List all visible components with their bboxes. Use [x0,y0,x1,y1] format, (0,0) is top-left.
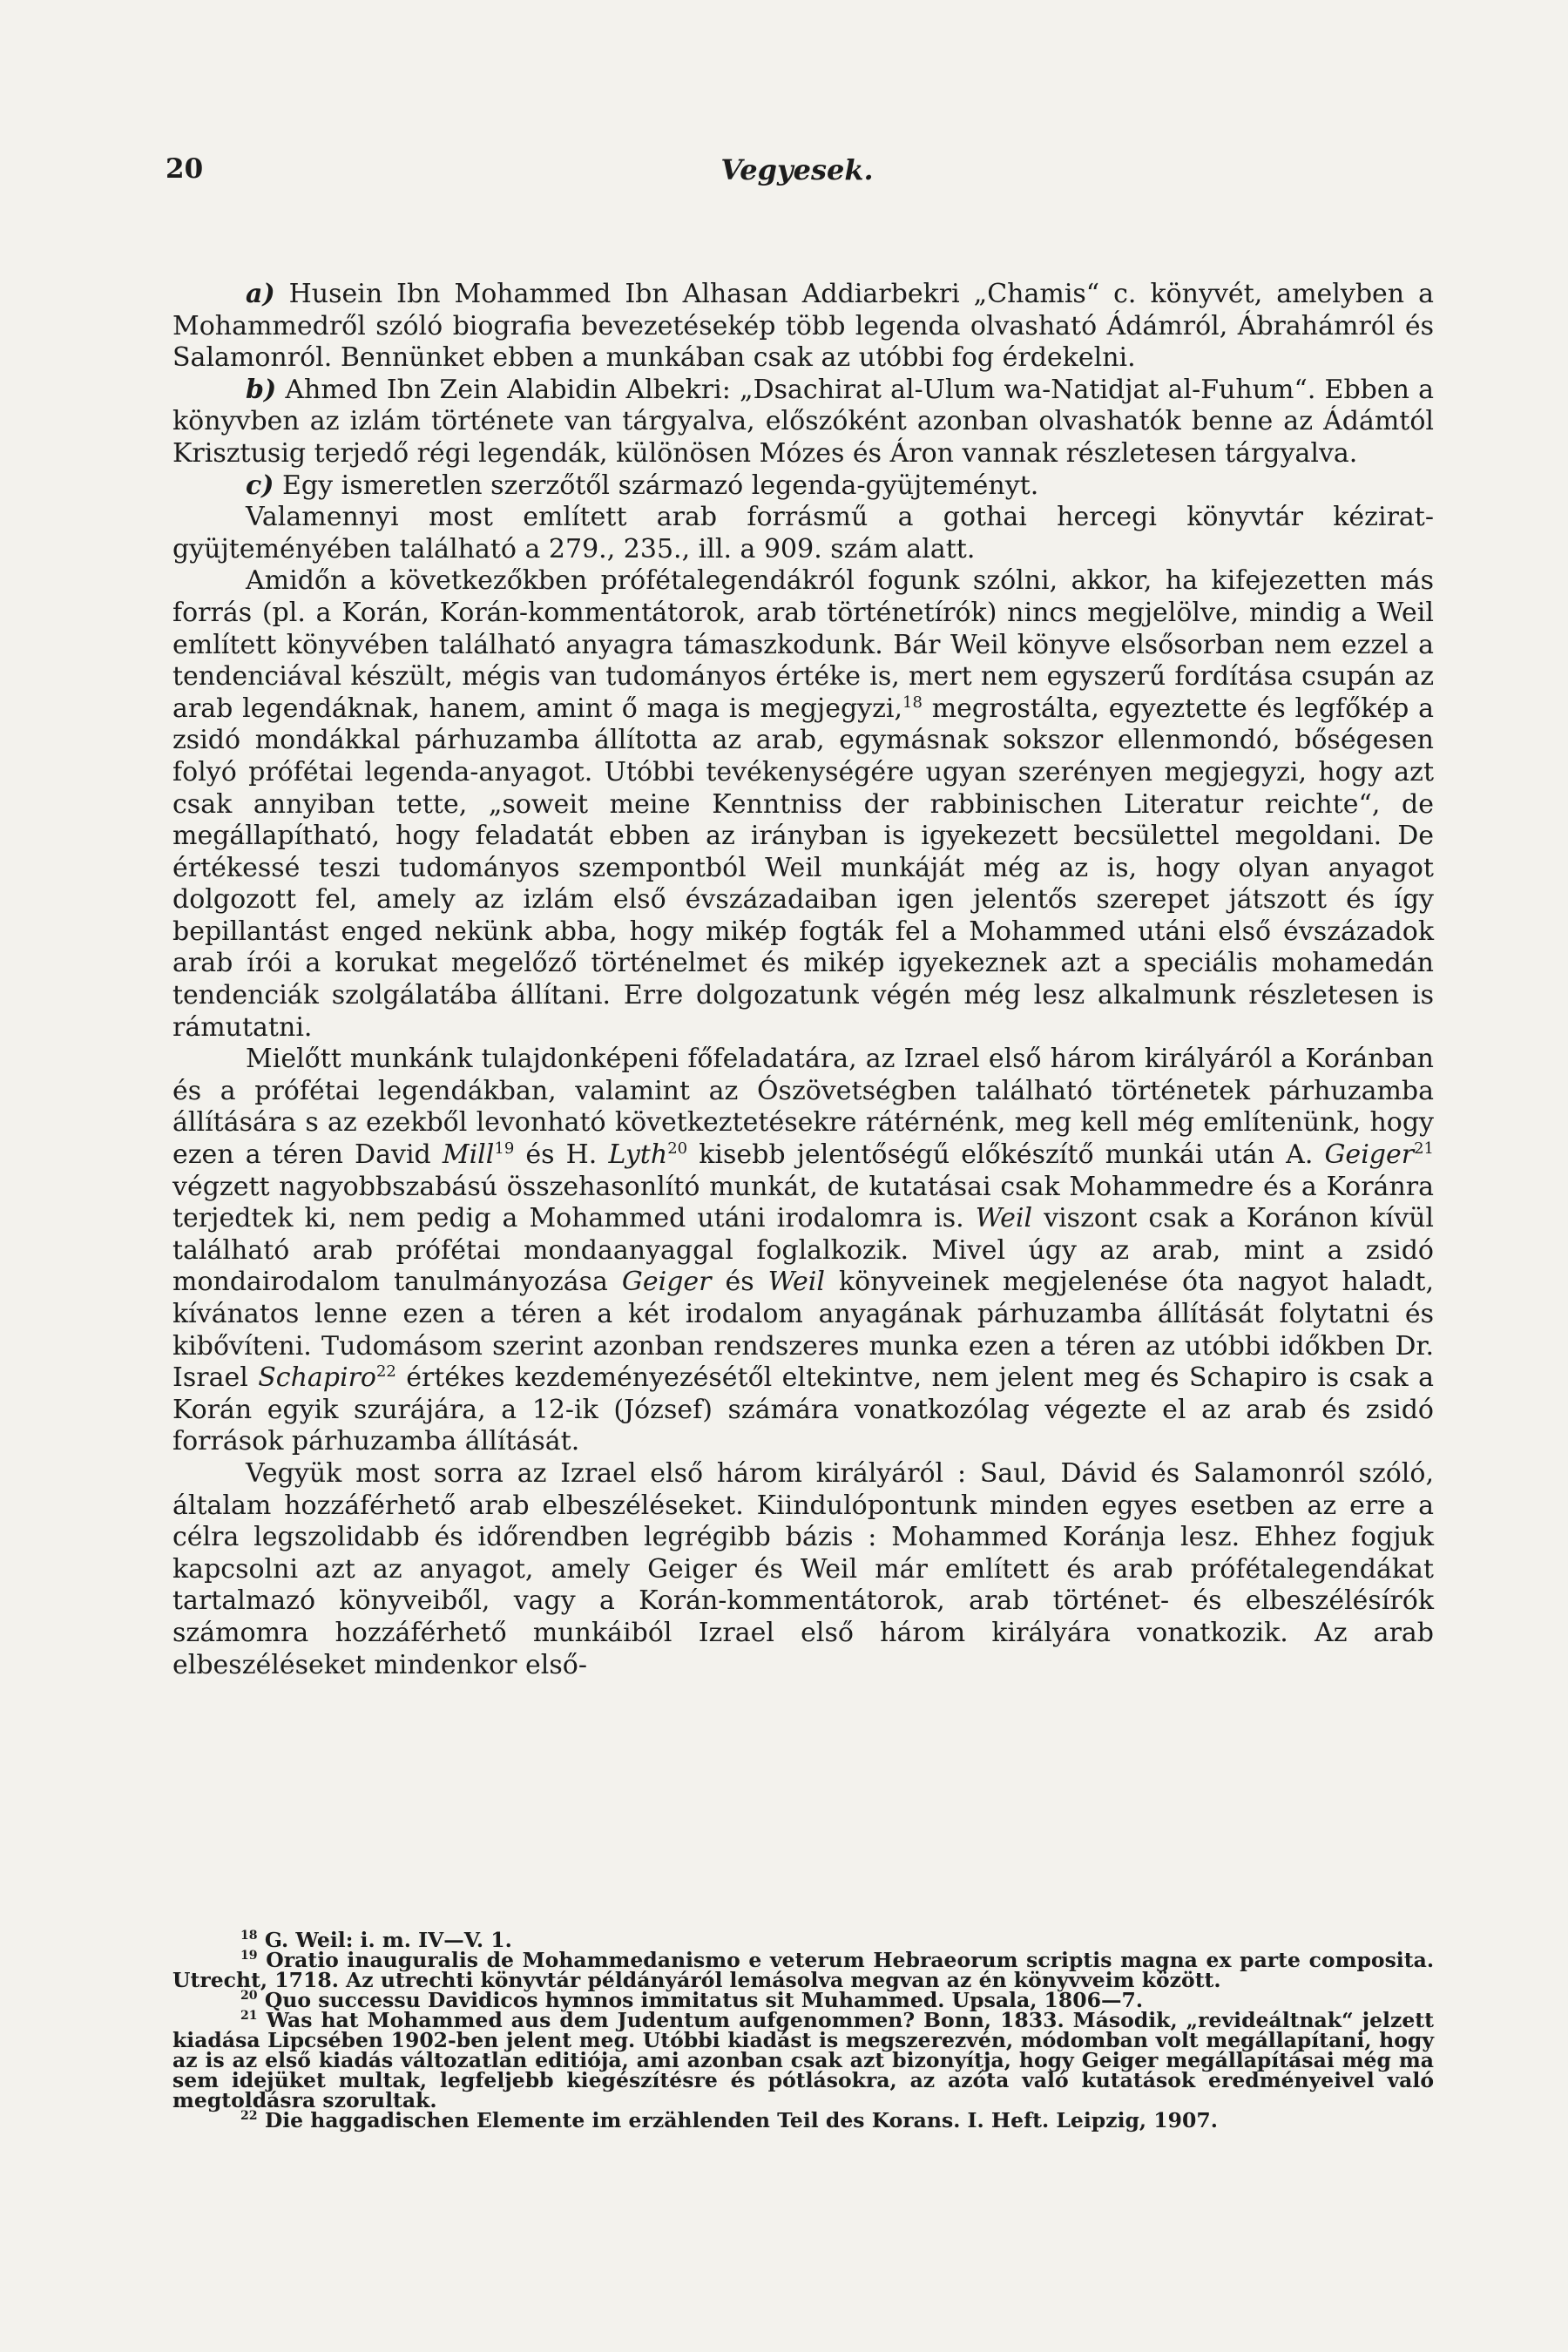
list-label-c: c) [246,470,274,501]
paragraph-a [172,279,1434,375]
paragraph-7: Vegyük most sorra az Izrael első három királyáról : Saul, Dávid és Salamonról szóló, általam hozzáférhető arab elbeszéléseket. Kiindulópontunk minden egyes esetben az erre a célra legszolidabb és időrendben legrégibb bázis : Mohammed Koránja lesz. Ehhez fogjuk kapcsolni azt az anyagot, amely Geiger és Weil már említett és arab prófétalegendákat tartalmazó könyveiből, vagy a Korán-kommentátorok, arab történet- és elbeszélésírók számomra hozzáférhető munkáiból Izrael első három királyára vonatkozik. Az arab elbeszéléseket mindenkor első- [172,1457,1434,1680]
author-weil-2: Weil [767,1267,825,1298]
list-label-a: a) [246,279,275,309]
author-schapiro: Schapiro [258,1362,376,1394]
running-title: Vegyesek. [720,153,874,186]
paragraph-c-text: Egy ismeretlen szerzőtől származó legenda-gyüjteményt. [282,470,1039,501]
author-geiger: Geiger [1324,1139,1415,1171]
footnote-19 [172,1950,1434,1990]
paragraph-5 [172,565,1434,1044]
page-number: 20 [166,153,204,185]
paragraph-6-text-b: és H. [514,1139,609,1171]
footnote-text: G. Weil: i. m. IV—V. 1. [264,1928,512,1952]
footnote-ref-19[interactable]: 19 [494,1139,515,1159]
paragraph-6 [172,1044,1434,1458]
paragraph-a-text: Husein Ibn Mohammed Ibn Alhasan Addiarbekri „Chamis“ c. könyvét, amelyben a Mohammedről szóló biografia bevezetésekép több legenda olvasható Ádámról, Ábrahámról és Salamonról. Bennünket ebben a munkában csak az utóbbi fog érdekelni. [172,279,1434,374]
footnote-ref-21[interactable]: 21 [1414,1139,1434,1159]
paragraph-4: Valamennyi most említett arab forrásmű a gothai hercegi könyvtár kézirat-gyüjteményében található a 279., 235., ill. a 909. szám alatt. [172,502,1434,564]
footnote-ref-22[interactable]: 22 [375,1362,396,1382]
footnote-text: Was hat Mohammed aus dem Judentum aufgenommen? Bonn, 1833. Második, „revideáltnak“ jelzett kiadása Lipcsében 1902-ben jelent meg. Utóbbi kiadást is megszerezvén, módomban volt megállapítani, hogy az is az első kiadás változatlan editiója, ami azonban csak azt bizonyítja, hogy Geiger megállapításai még ma sem idejüket multak, legfeljebb kiegészítésre és pótlásokra, az azóta való kutatások eredményeivel való megtoldásra szorultak. [172,2008,1434,2112]
paragraph-5-text-b: megrostálta, egyeztette és legfőkép a zsidó mondákkal párhuzamba állította az arab, egymásnak sokszor ellenmondó, bőségesen folyó prófétai legenda-anyagot. Utóbbi tevékenységére ugyan szerényen megjegyzi, hogy azt csak annyiban tette, „soweit meine Kenntniss der rabbinischen Literatur reichte“, de megállapítható, hogy feladatát ebben az irányban is igyekezett becsülettel megoldani. De értékessé teszi tudományos szempontból Weil munkáját még az is, hogy olyan anyagot dolgozott fel, amely az izlám első évszázadaiban igen jelentős szerepet játszott és így bepillantást enged nekünk abba, hogy mikép fogták fel a Mohammed utáni első évszázadok arab írói a korukat megelőző történelmet és mikép igyekeznek azt a speciális mohamedán tendenciák szolgálatába állítani. Erre dolgozatunk végén még lesz alkalmunk részletesen is rámutatni. [172,693,1434,1043]
paragraph-b-text: Ahmed Ibn Zein Alabidin Albekri: „Dsachirat al-Ulum wa-Natidjat al-Fuhum“. Ebben a könyvben az izlám története van tárgyalva, előszóként azonban olvashatók benne az Ádámtól Krisztusig terjedő régi legendák, különösen Mózes és Áron vannak részletesen tárgyalva. [172,374,1434,469]
footnote-21 [172,2008,1434,2112]
author-weil: Weil [975,1203,1033,1234]
page-header [166,153,1429,197]
paragraph-6-text-g: könyveinek megjelenése óta nagyot haladt, kívánatos lenne ezen a téren a két irodalom anyagának párhuzamba állítását folytatni és kibővíteni. Tudomásom szerint azonban rendszeres munka ezen a téren az utóbbi időkben Dr. Israel [172,1267,1434,1394]
paragraph-6-text-e: viszont csak a Koránon kívül található arab prófétai mondaanyaggal foglalkozik. Mivel úgy az arab, mint a zsidó mondairodalom tanulmányozása [172,1203,1434,1298]
footnote-text: Die haggadischen Elemente im erzählenden Teil des Korans. I. Heft. Leipzig, 1907. [264,2108,1218,2132]
paragraph-6-text-c: kisebb jelentőségű előkészítő munkái után A. [687,1139,1325,1171]
footnote-number: 22 [240,2109,258,2124]
paragraph-b [172,375,1434,470]
footnote-22 [172,2108,1434,2132]
footnotes [172,1930,1434,2131]
footnote-text: Quo successu Davidicos hymnos immitatus sit Muhammed. Upsala, 1806—7. [264,1988,1143,2012]
author-lyth: Lyth [608,1139,668,1171]
paragraph-5-text-a: Amidőn a következőkben prófétalegendákról fogunk szólni, akkor, ha kifejezetten más forrás (pl. a Korán, Korán-kommentátorok, arab történetírók) nincs megjelölve, mindig a Weil említett könyvében található anyagra támaszkodunk. Bár Weil könyve elsősorban nem ezzel a tendenciával készült, mégis van tudományos értéke is, mert nem egyszerű fordítása csupán az arab legendáknak, hanem, amint ő maga is megjegyzi, [172,565,1434,724]
paragraph-6-text-d: végzett nagyobbszabású összehasonlító munkát, de kutatásai csak Mohammedre és a Koránra terjedtek ki, nem pedig a Mohammed utáni irodalomra is. [172,1171,1434,1234]
footnote-text: Oratio inauguralis de Mohammedanismo e veterum Hebraeorum scriptis magna ex parte composita. Utrecht, 1718. Az utrechti könyvtár példányáról lemásolva megvan az én könyvveim között. [172,1948,1434,1992]
body-text [172,279,1434,1681]
footnote-number: 19 [240,1949,258,1963]
paragraph-6-text-h: értékes kezdeményezésétől eltekintve, nem jelent meg és Schapiro is csak a Korán egyik szurájára, a 12-ik (József) számára vonatkozólag végezte el az arab és zsidó források párhuzamba állítását. [172,1362,1435,1457]
author-mill: Mill [442,1139,495,1171]
footnote-number: 20 [240,1989,258,2004]
list-label-b: b) [246,374,277,405]
footnote-ref-18[interactable]: 18 [902,693,923,712]
footnote-number: 21 [240,2009,258,2024]
footnote-ref-20[interactable]: 20 [667,1139,688,1159]
footnote-number: 18 [240,1929,258,1943]
paragraph-c [172,470,1434,503]
paragraph-6-text-a: Mielőtt munkánk tulajdonképeni főfeladatára, az Izrael első három királyáról a Koránban és a prófétai legendákban, valamint az Ószövetségben található történetek párhuzamba állítására s az ezekből levonható következtetésekre rátérnénk, meg kell még említenünk, hogy ezen a téren David [172,1044,1434,1171]
paragraph-6-text-f: és [711,1267,768,1298]
author-geiger-2: Geiger [621,1267,712,1298]
